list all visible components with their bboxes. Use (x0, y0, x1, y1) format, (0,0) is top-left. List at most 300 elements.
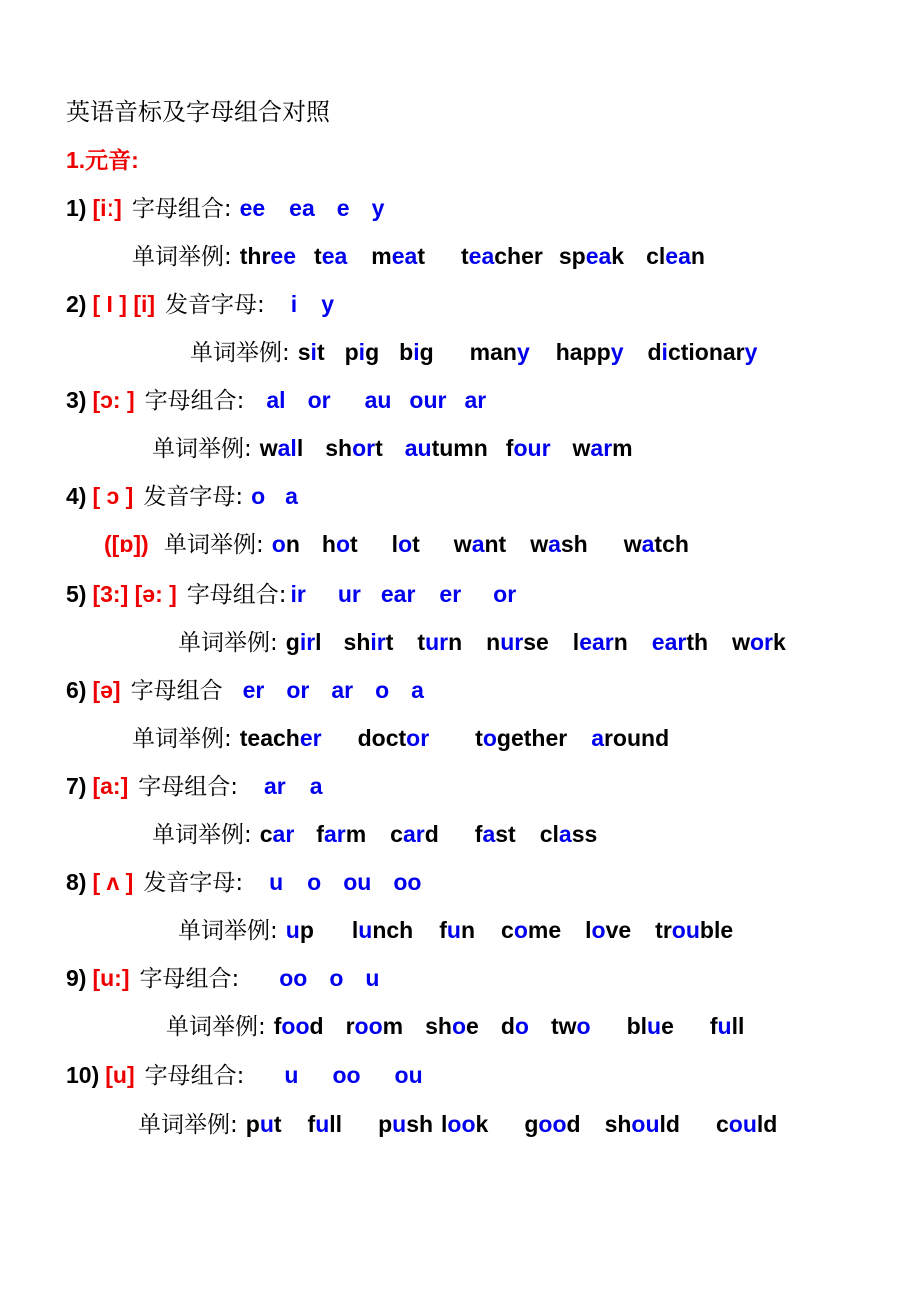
highlight-part: ar (402, 821, 425, 847)
phonetic-symbol: [ ʌ ] (92, 869, 134, 895)
example-row-7 (152, 820, 597, 849)
plain-part: t (316, 339, 325, 365)
plain-part: t (375, 435, 383, 461)
vowel-row-7 (66, 772, 323, 801)
highlight-part: oo (538, 1111, 567, 1137)
plain-part: m (345, 821, 367, 847)
row-label: 发音字母: (143, 484, 244, 510)
letter-combo: al (266, 387, 286, 413)
highlight-part: y (744, 339, 758, 365)
plain-part: t (475, 725, 483, 751)
highlight-part: y (516, 339, 530, 365)
plain-part: w (572, 435, 591, 461)
example-label: 单词举例: (164, 532, 264, 558)
plain-part: sh (343, 629, 371, 655)
example-word (475, 820, 516, 848)
highlight-part: ea (585, 243, 612, 269)
plain-part: d (424, 821, 439, 847)
plain-part: sh (604, 1111, 632, 1137)
example-word (390, 820, 439, 848)
example-label: 单词举例: (132, 244, 232, 270)
plain-part: c (390, 821, 403, 847)
plain-part: cher (494, 243, 543, 269)
row-number: 1) (66, 195, 87, 221)
plain-part: e (466, 1013, 479, 1039)
example-word (346, 1012, 404, 1040)
plain-part: e (661, 1013, 674, 1039)
letter-combo: i (290, 291, 298, 317)
example-word (573, 434, 633, 462)
example-word (240, 724, 322, 752)
phonetic-symbol: [ɔ: ] (92, 387, 135, 413)
plain-part: g (365, 339, 380, 365)
vowel-row-9 (66, 964, 379, 993)
vowel-row-5 (66, 580, 516, 609)
letter-combo: our (409, 387, 447, 413)
page-title (66, 98, 330, 126)
example-word (298, 338, 325, 366)
alt-phonetic: ([ɒ]) (104, 531, 149, 557)
title-text: 英语音标及字母组合对照 (66, 98, 330, 126)
highlight-part: ea (321, 243, 348, 269)
plain-part: p (245, 1111, 260, 1137)
example-word (272, 530, 300, 558)
row-label: 字母组合: (144, 1063, 245, 1089)
letter-combo: ear (380, 581, 416, 607)
example-word (454, 530, 506, 558)
highlight-part: or (352, 435, 376, 461)
plain-part: g (419, 339, 434, 365)
example-word (399, 338, 434, 366)
highlight-part: er (299, 725, 322, 751)
plain-part: p (299, 917, 314, 943)
example-label: 单词举例: (152, 436, 252, 462)
plain-part: r (345, 1013, 355, 1039)
highlight-part: ou (631, 1111, 660, 1137)
plain-part: ll (731, 1013, 745, 1039)
letter-combo: ee (239, 195, 266, 221)
example-word (316, 820, 366, 848)
letter-combo: or (307, 387, 331, 413)
letter-combo: a (411, 677, 424, 703)
example-word (461, 242, 543, 270)
phonetic-symbol: [ I ] [i] (92, 291, 156, 317)
example-word (345, 338, 380, 366)
example-word (624, 530, 689, 558)
plain-part: nch (372, 917, 414, 943)
plain-part: p (344, 339, 359, 365)
example-word (246, 1110, 282, 1138)
example-word (486, 628, 549, 656)
highlight-part: o (271, 531, 286, 557)
highlight-part: oo (281, 1013, 310, 1039)
letter-combo: ar (464, 387, 487, 413)
plain-part: p (378, 1111, 393, 1137)
example-word (585, 916, 631, 944)
vowel-row-10 (66, 1061, 423, 1090)
example-word (655, 916, 733, 944)
phonetic-symbol: [u] (105, 1062, 135, 1088)
example-word (378, 1110, 433, 1138)
example-word (551, 1012, 591, 1040)
highlight-part: u (392, 1111, 407, 1137)
example-word (540, 820, 598, 848)
plain-part: cl (646, 243, 666, 269)
plain-part: sh (325, 435, 353, 461)
example-label: 单词举例: (166, 1014, 266, 1040)
letter-combo: ur (337, 581, 361, 607)
highlight-part: au (404, 435, 432, 461)
plain-part: se (523, 629, 549, 655)
highlight-part: a (548, 531, 561, 557)
letter-combo: oo (393, 869, 422, 895)
plain-part: cl (539, 821, 559, 847)
example-row-8 (178, 916, 733, 945)
letter-combo: a (309, 773, 323, 799)
plain-part: man (469, 339, 517, 365)
example-word (441, 1110, 488, 1138)
plain-part: nt (484, 531, 507, 557)
example-label: 单词举例: (152, 822, 252, 848)
plain-part: round (603, 725, 670, 751)
example-row-3 (152, 434, 633, 463)
highlight-part: oo (354, 1013, 383, 1039)
example-word (732, 628, 786, 656)
highlight-part: ar (323, 821, 346, 847)
plain-part: f (307, 1111, 316, 1137)
letter-combo: ea (289, 195, 315, 221)
highlight-part: a (558, 821, 572, 847)
example-word (352, 916, 413, 944)
example-word (647, 338, 757, 366)
highlight-part: ear (579, 629, 614, 655)
example-word (344, 628, 394, 656)
phonetic-symbol: [a:] (92, 773, 129, 799)
highlight-part: a (641, 531, 655, 557)
plain-part: f (273, 1013, 282, 1039)
plain-part: bl (626, 1013, 648, 1039)
letter-combo: or (493, 581, 517, 607)
plain-part: l (296, 435, 304, 461)
plain-part: tumn (431, 435, 488, 461)
letter-combo: u (365, 965, 380, 991)
row-number: 8) (66, 869, 87, 895)
highlight-part: i (358, 339, 366, 365)
letter-combo: er (439, 581, 462, 607)
highlight-part: o (576, 1013, 591, 1039)
plain-part: sh (560, 531, 588, 557)
plain-part: t (314, 243, 322, 269)
vowel-row-8 (66, 868, 421, 897)
highlight-part: u (717, 1013, 732, 1039)
letter-combo: o (251, 483, 266, 509)
row-number: 4) (66, 483, 87, 509)
plain-part: n (460, 917, 476, 943)
plain-part: ve (605, 917, 632, 943)
plain-part: d (647, 339, 662, 365)
example-row-1 (132, 242, 705, 271)
plain-part: n (613, 629, 628, 655)
letter-combo: oo (279, 965, 308, 991)
plain-part: sp (558, 243, 586, 269)
example-word (559, 242, 624, 270)
example-word (716, 1110, 777, 1138)
example-word (240, 242, 296, 270)
letter-combo: er (242, 677, 265, 703)
highlight-part: o (591, 917, 606, 943)
letter-combo: e (336, 195, 350, 221)
row-label: 发音字母: (165, 292, 265, 318)
plain-part: c (501, 917, 514, 943)
plain-part: l (351, 917, 359, 943)
example-word (325, 434, 383, 462)
row-number: 3) (66, 387, 87, 413)
example-word (308, 1110, 343, 1138)
highlight-part: or (749, 629, 773, 655)
highlight-part: i (413, 339, 420, 365)
highlight-part: u (259, 1111, 274, 1137)
example-word (425, 1012, 479, 1040)
row-label: 字母组合 (130, 678, 223, 704)
highlight-part: u (647, 1013, 662, 1039)
highlight-part: ar (272, 821, 295, 847)
phonetic-symbol: [u:] (92, 965, 130, 991)
plain-part: tch (654, 531, 689, 557)
example-row-10 (138, 1110, 777, 1139)
plain-part: t (412, 531, 420, 557)
plain-part: t (417, 243, 425, 269)
example-word (646, 242, 705, 270)
row-label: 字母组合: (139, 966, 240, 992)
plain-part: t (461, 243, 469, 269)
highlight-part: ou (728, 1111, 757, 1137)
example-word (524, 1110, 580, 1138)
plain-part: l (585, 917, 592, 943)
example-row-6 (132, 724, 669, 753)
plain-part: ss (571, 821, 598, 847)
phonetic-symbol: [ə] (92, 677, 121, 703)
letter-combo: oo (332, 1062, 361, 1088)
row-number: 5) (66, 581, 87, 607)
plain-part: thr (239, 243, 271, 269)
section-heading (66, 146, 139, 174)
highlight-part: ou (671, 917, 700, 943)
row-label: 字母组合: (138, 774, 238, 800)
example-word (405, 434, 488, 462)
vowel-row-6 (66, 676, 424, 705)
phonetic-symbol: [iː] (92, 195, 122, 221)
plain-part: n (285, 531, 300, 557)
plain-part: f (316, 821, 324, 847)
plain-part: n (690, 243, 705, 269)
plain-part: t (273, 1111, 282, 1137)
row-number: 10) (66, 1062, 100, 1088)
plain-part: l (315, 629, 322, 655)
plain-part: w (732, 629, 750, 655)
highlight-part: ea (468, 243, 495, 269)
plain-part: d (500, 1013, 515, 1039)
plain-part: s (297, 339, 311, 365)
example-word (710, 1012, 745, 1040)
letter-combo: o (307, 869, 322, 895)
section-text: 1.元音: (66, 147, 139, 173)
example-label: 单词举例: (138, 1112, 238, 1138)
plain-part: f (505, 435, 514, 461)
highlight-part: o (398, 531, 413, 557)
example-word (627, 1012, 674, 1040)
example-word (260, 434, 303, 462)
highlight-part: a (591, 725, 604, 751)
plain-part: happ (555, 339, 611, 365)
letter-combo: o (375, 677, 390, 703)
plain-part: teach (239, 725, 300, 751)
plain-part: doct (357, 725, 407, 751)
plain-part: me (527, 917, 562, 943)
highlight-part: ear (651, 629, 687, 655)
highlight-part: a (482, 821, 496, 847)
row-number: 7) (66, 773, 87, 799)
letter-combo: a (285, 483, 298, 509)
highlight-part: oo (447, 1111, 476, 1137)
letter-combo: o (329, 965, 344, 991)
example-label: 单词举例: (178, 630, 278, 656)
example-word (322, 530, 358, 558)
row-number: 9) (66, 965, 87, 991)
example-label: 单词举例: (132, 726, 232, 752)
example-word (501, 916, 561, 944)
example-word (470, 338, 530, 366)
plain-part: l (572, 629, 580, 655)
plain-part: g (524, 1111, 539, 1137)
plain-part: b (399, 339, 414, 365)
highlight-part: ea (665, 243, 691, 269)
highlight-part: o (335, 531, 350, 557)
highlight-part: ir (370, 629, 386, 655)
row-number: 6) (66, 677, 87, 703)
plain-part: ld (756, 1111, 778, 1137)
plain-part: c (715, 1111, 729, 1137)
vowel-row-2 (66, 290, 334, 319)
plain-part: th (686, 629, 709, 655)
plain-part: k (611, 243, 625, 269)
plain-part: m (382, 1013, 404, 1039)
plain-part: d (566, 1111, 581, 1137)
letter-combo: y (371, 195, 385, 221)
plain-part: h (321, 531, 336, 557)
example-word (506, 434, 551, 462)
plain-part: ll (329, 1111, 343, 1137)
example-word (556, 338, 624, 366)
highlight-part: o (514, 1013, 529, 1039)
plain-part: k (475, 1111, 489, 1137)
plain-part: sh (406, 1111, 434, 1137)
example-word (286, 628, 322, 656)
example-row-4 (164, 530, 689, 559)
highlight-part: u (358, 917, 373, 943)
plain-part: w (530, 531, 549, 557)
highlight-part: or (406, 725, 430, 751)
example-word (314, 242, 347, 270)
example-word (286, 916, 314, 944)
plain-part: c (259, 821, 273, 847)
plain-part: m (371, 243, 392, 269)
plain-part: tw (550, 1013, 577, 1039)
example-word (439, 916, 475, 944)
highlight-part: al (277, 435, 297, 461)
plain-part: t (417, 629, 426, 655)
letter-combo: y (321, 291, 334, 317)
example-word (392, 530, 420, 558)
example-word (652, 628, 708, 656)
highlight-part: y (610, 339, 624, 365)
plain-part: l (441, 1111, 448, 1137)
example-row-2 (190, 338, 757, 367)
example-word (573, 628, 628, 656)
highlight-part: ir (299, 629, 316, 655)
highlight-part: i (310, 339, 317, 365)
plain-part: g (285, 629, 300, 655)
row-label: 发音字母: (143, 870, 244, 896)
plain-part: ld (659, 1111, 680, 1137)
plain-part: ctionar (667, 339, 745, 365)
example-word (475, 724, 567, 752)
highlight-part: ee (270, 243, 297, 269)
phonetic-symbol: [ ɔ ] (92, 483, 134, 509)
plain-part: t (385, 629, 394, 655)
plain-part: gether (496, 725, 568, 751)
plain-part: w (259, 435, 278, 461)
letter-combo: or (286, 677, 310, 703)
example-row-5 (178, 628, 786, 657)
example-label: 单词举例: (190, 340, 290, 366)
letter-combo: ou (394, 1062, 423, 1088)
plain-part: w (623, 531, 642, 557)
phonetic-symbol: [3:] [ə: ] (92, 581, 177, 607)
example-word (371, 242, 425, 270)
letter-combo: u (269, 869, 284, 895)
highlight-part: i (661, 339, 668, 365)
example-word (274, 1012, 324, 1040)
example-row-9 (166, 1012, 744, 1041)
plain-part: ble (699, 917, 734, 943)
example-word (501, 1012, 529, 1040)
example-word (530, 530, 588, 558)
example-word (358, 724, 430, 752)
vowel-row-1 (66, 194, 384, 223)
plain-part: n (448, 629, 463, 655)
highlight-part: ar (590, 435, 613, 461)
letter-combo: au (364, 387, 392, 413)
plain-part: d (309, 1013, 324, 1039)
plain-part: tr (655, 917, 672, 943)
highlight-part: our (513, 435, 551, 461)
highlight-part: ur (425, 629, 449, 655)
example-word (591, 724, 669, 752)
letter-combo: ir (290, 581, 306, 607)
highlight-part: u (315, 1111, 330, 1137)
plain-part: st (495, 821, 516, 847)
vowel-row-4 (66, 482, 298, 511)
plain-part: k (772, 629, 786, 655)
highlight-part: a (471, 531, 485, 557)
highlight-part: o (482, 725, 497, 751)
highlight-part: o (451, 1013, 467, 1039)
example-label: 单词举例: (178, 918, 278, 944)
example-word (260, 820, 295, 848)
row-number: 2) (66, 291, 87, 317)
letter-combo: u (284, 1062, 299, 1088)
row-label: 字母组合: (144, 388, 245, 414)
